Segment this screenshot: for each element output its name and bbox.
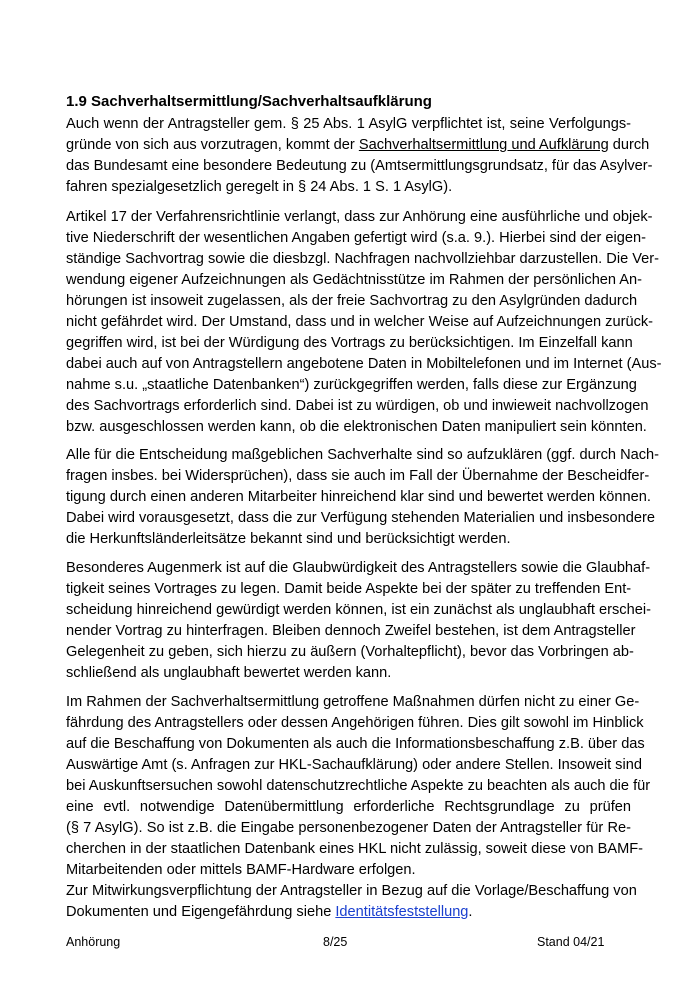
paragraph-line: scheidung hinreichend gewürdigt werden können, ist ein zunächst als unglaubhaft erschei- xyxy=(66,602,651,618)
text-span: gründe von sich aus vorzutragen, kommt der xyxy=(66,137,359,153)
footer-page-number: 8/25 xyxy=(323,935,348,949)
paragraph-line: des Sachvortrags erforderlich sind. Dabei ist zu würdigen, ob und inwieweit nachvollzogen xyxy=(66,398,649,414)
paragraph-line: Alle für die Entscheidung maßgeblichen Sachverhalte sind so aufzuklären (ggf. durch Nach- xyxy=(66,447,659,463)
paragraph-line: Gelegenheit zu geben, sich hierzu zu äußern (Vorhaltepflicht), bevor das Vorbringen ab- xyxy=(66,644,634,660)
paragraph-line: Auch wenn der Antragsteller gem. § 25 Abs. 1 AsylG verpflichtet ist, seine Verfolgungs- xyxy=(66,116,631,132)
paragraph-line: Im Rahmen der Sachverhaltsermittlung getroffene Maßnahmen dürfen nicht zu einer Ge- xyxy=(66,694,640,710)
paragraph-line: das Bundesamt eine besondere Bedeutung zu (Amtsermittlungsgrundsatz, für das Asylver- xyxy=(66,158,653,174)
paragraph-line: (§ 7 AsylG). So ist z.B. die Eingabe personenbezogener Daten der Antragsteller für Re- xyxy=(66,820,631,836)
paragraph-line: Besonderes Augenmerk ist auf die Glaubwürdigkeit des Antragstellers sowie die Glaubhaf- xyxy=(66,560,651,576)
paragraph-line xyxy=(66,902,631,923)
paragraph-line: hörungen ist insoweit zugelassen, als der freie Sachvortrag zu den Asylgründen dadurch xyxy=(66,293,638,309)
paragraph-line: cherchen in der staatlichen Datenbank eines HKL nicht zulässig, soweit diese von BAMF- xyxy=(66,841,644,857)
paragraph-line: gegriffen wird, ist bei der Würdigung des Vortrags zu berücksichtigen. Im Einzelfall kann xyxy=(66,335,633,351)
paragraph-line: tive Niederschrift der wesentlichen Angaben gefertigt wird (s.a. 9.). Hierbei sind der eigen- xyxy=(66,230,646,246)
paragraph-line: die Herkunftsländerleitsätze bekannt sind und berücksichtigt werden. xyxy=(66,531,511,547)
paragraph-line: Artikel 17 der Verfahrensrichtlinie verlangt, dass zur Anhörung eine ausführliche und objek- xyxy=(66,209,653,225)
paragraph-line: nender Vortrag zu hinterfragen. Bleiben dennoch Zweifel bestehen, ist dem Antragsteller xyxy=(66,623,636,639)
paragraph-line: ständige Sachvortrag sowie die diesbzgl. Nachfragen nachvollziehbar darzustellen. Die Ver- xyxy=(66,251,659,267)
text-span: . xyxy=(468,904,473,920)
paragraph-line: bei Auskunftsersuchen sowohl datenschutzrechtliche Aspekte zu beachten als auch die für xyxy=(66,778,651,794)
paragraph-line: schließend als unglaubhaft bewertet werden kann. xyxy=(66,665,392,681)
paragraph-line: Dabei wird vorausgesetzt, dass die zur Verfügung stehenden Materialien und insbesondere xyxy=(66,510,655,526)
paragraph-line: tigkeit seines Vortrages zu legen. Damit beide Aspekte bei der später zu treffenden Ent- xyxy=(66,581,632,597)
paragraph-line: wendung eigener Aufzeichnungen als Gedächtnisstütze im Rahmen der persönlichen An- xyxy=(66,272,643,288)
paragraph-line: tigung durch einen anderen Mitarbeiter hinreichend klar sind und bewertet werden können. xyxy=(66,489,651,505)
paragraph-line: nahme s.u. „staatliche Datenbanken“) zurückgegriffen werden, falls diese zur Ergänzung xyxy=(66,377,637,393)
identitaetsfeststellung-link[interactable]: Identitätsfeststellung xyxy=(335,904,469,920)
paragraph-line: Auswärtige Amt (s. Anfragen zur HKL-Sachaufklärung) oder andere Stellen. Insoweit sind xyxy=(66,757,642,773)
paragraph-line: fahren spezialgesetzlich geregelt in § 24 Abs. 1 S. 1 AsylG). xyxy=(66,179,453,195)
text-span: durch xyxy=(608,137,650,153)
footer-chapter: Anhörung xyxy=(66,935,121,949)
text-span: Dokumenten und Eigengefährdung siehe xyxy=(66,904,336,920)
paragraph-line: fährdung des Antragstellers oder dessen Angehörigen führen. Dies gilt sowohl im Hinblick xyxy=(66,715,644,731)
paragraph-line: nicht gefährdet wird. Der Umstand, dass und in welcher Weise auf Aufzeichnungen zurück- xyxy=(66,314,654,330)
paragraph-line: Mitarbeitenden oder mittels BAMF-Hardware erfolgen. xyxy=(66,862,416,878)
paragraph-line: dabei auch auf von Antragstellern angebotene Daten in Mobiltelefonen und im Internet (Aus- xyxy=(66,356,662,372)
paragraph-line: fragen insbes. bei Widersprüchen), dass sie auch im Fall der Übernahme der Bescheidfer- xyxy=(66,468,650,484)
section-heading: 1.9 Sachverhaltsermittlung/Sachverhaltsaufklärung xyxy=(66,93,432,110)
paragraph-line: Zur Mitwirkungsverpflichtung der Antragsteller in Bezug auf die Vorlage/Beschaffung von xyxy=(66,883,637,899)
underlined-term: Sachverhaltsermittlung und Aufklärung xyxy=(358,137,609,153)
paragraph-line xyxy=(66,135,650,156)
footer-version: Stand 04/21 xyxy=(537,935,605,949)
paragraph-line: eine evtl. notwendige Datenübermittlung erforderliche Rechtsgrundlage zu prüfen xyxy=(66,799,631,815)
paragraph-line: auf die Beschaffung von Dokumenten als auch die Informationsbeschaffung z.B. über das xyxy=(66,736,645,752)
paragraph-line: bzw. ausgeschlossen werden kann, ob die elektronischen Daten manipuliert sein könnten. xyxy=(66,419,647,435)
